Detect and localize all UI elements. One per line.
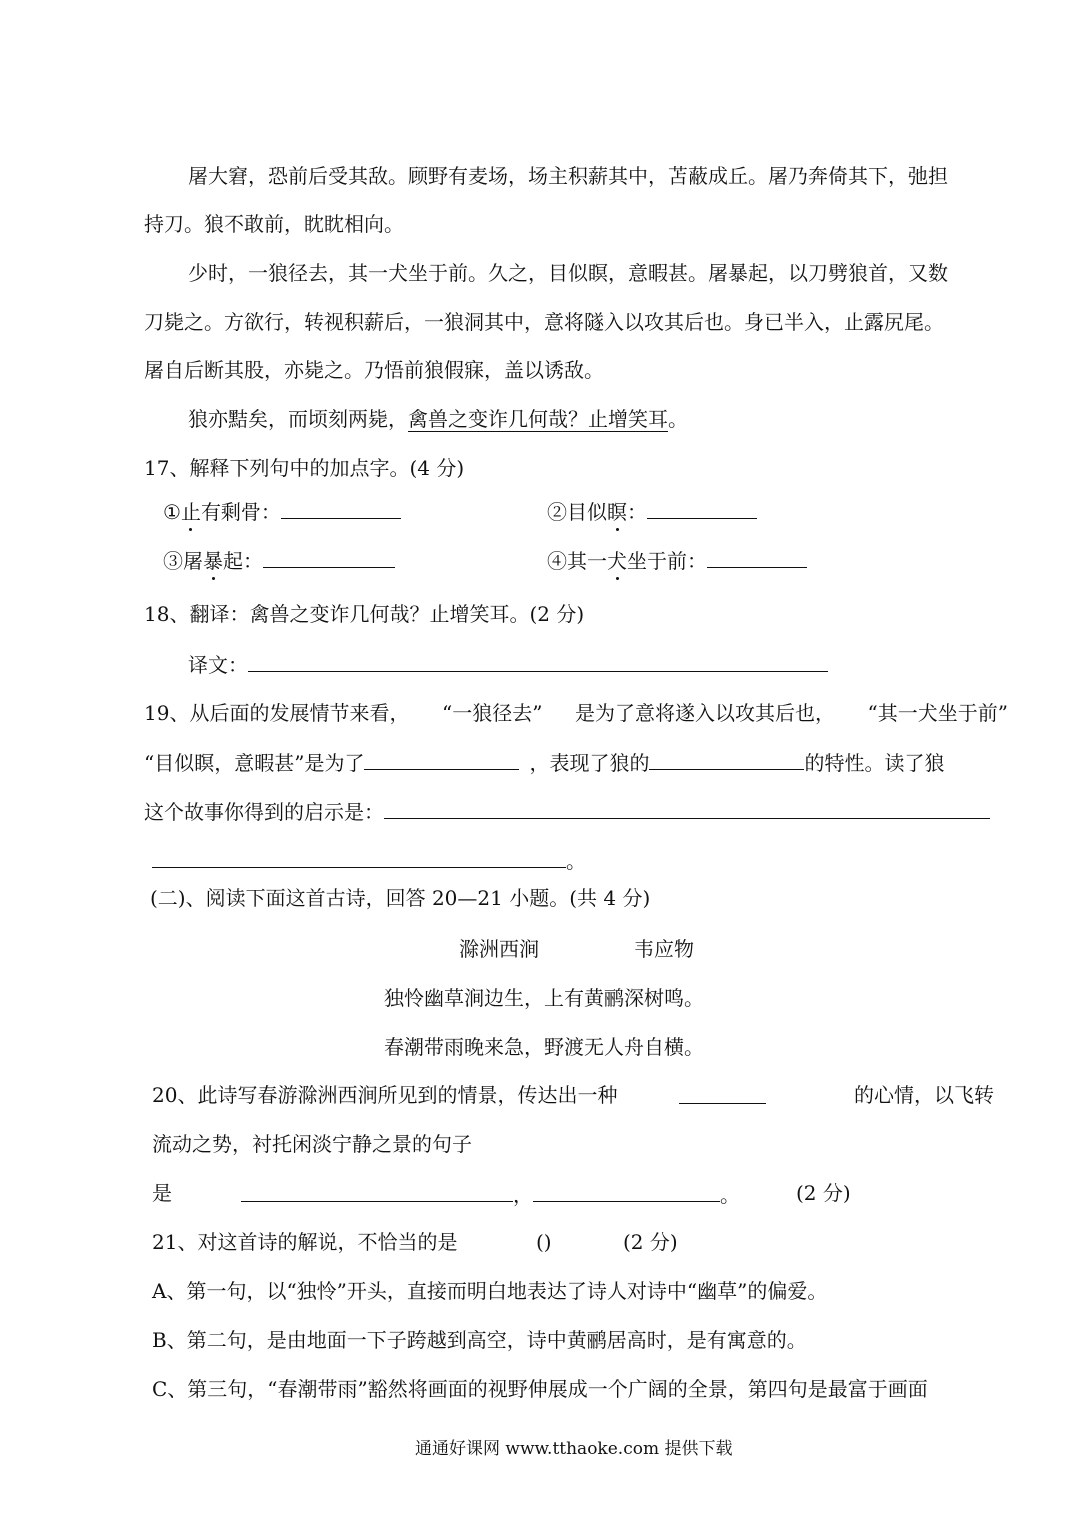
- q17-item-2-answer-blank[interactable]: [647, 497, 757, 519]
- q20-blank-mood-wrap: [679, 1082, 766, 1110]
- q21-answer-paren[interactable]: (): [536, 1230, 552, 1254]
- q19-line4: [152, 846, 586, 874]
- passage-p3: [188, 406, 688, 432]
- poem-line2: 春潮带雨晚来急，野渡无人舟自横。: [384, 1035, 704, 1059]
- passage-p1-line1: 屠大窘，恐前后受其敌。顾野有麦场，场主积薪其中，苫蔽成丘。屠乃奔倚其下，弛担: [188, 164, 948, 188]
- passage-p3-suffix: 。: [668, 407, 688, 431]
- q17-item-4-pre: 其一: [567, 549, 607, 573]
- q21-score: (2 分): [623, 1230, 678, 1254]
- q19-blank-insight-1[interactable]: [384, 797, 990, 819]
- q17-item-3-num: ③: [163, 549, 183, 573]
- q18-answer-blank[interactable]: [248, 650, 828, 672]
- q18-answer-label: 译文：: [188, 653, 248, 677]
- q17-item-4-post: 坐于前：: [627, 549, 707, 573]
- q20-line1-b: 的心情，以飞转: [854, 1083, 994, 1107]
- q17-item-4-dotted-char: 犬: [607, 549, 627, 573]
- q17-item-2-dotted-char: 瞑: [607, 500, 627, 524]
- page-footer: 通通好课网 www.tthaoke.com 提供下载: [415, 1439, 733, 1459]
- poem-title: 滁洲西涧: [459, 937, 539, 961]
- q17-item-2: [547, 497, 757, 525]
- q21-option-c: C、第三句，“春潮带雨”豁然将画面的视野伸展成一个广阔的全景，第四句是最富于画面: [152, 1377, 928, 1401]
- q17-item-3-post: 起：: [223, 549, 263, 573]
- q21-option-b: B、第二句，是由地面一下子跨越到高空，诗中黄鹂居高时，是有寓意的。: [152, 1328, 807, 1352]
- q20-score: (2 分): [796, 1181, 851, 1205]
- q19-blank-insight-2[interactable]: [152, 846, 566, 868]
- q17-item-2-post: ：: [627, 500, 647, 524]
- passage-p3-prefix: 狼亦黠矣，而顷刻两毙，: [188, 407, 408, 431]
- q17-item-4: [547, 546, 807, 574]
- q17-item-3-dotted-char: 暴: [203, 549, 223, 573]
- q17-item-3: [163, 546, 395, 574]
- q20-line3-comma: ，: [513, 1183, 533, 1207]
- q20-blank-line-1[interactable]: [241, 1180, 513, 1202]
- q19-line1-part-2: “一狼径去”: [442, 701, 543, 725]
- q19-line2-text-a: “目似瞑，意暇甚”是为了: [144, 751, 365, 775]
- q17-item-3-pre: 屠: [183, 549, 203, 573]
- q20-blank-line-2[interactable]: [533, 1180, 720, 1202]
- q19-line3: [144, 797, 990, 825]
- q19-line2-text-b: ，表现了狼的: [529, 751, 650, 775]
- q17-item-1-answer-blank[interactable]: [281, 497, 401, 519]
- q19-line2-text-c: 的特性。读了狼: [804, 751, 945, 775]
- passage-p2-line3: 屠自后断其股，亦毙之。乃悟前狼假寐，盖以诱敌。: [144, 358, 604, 382]
- q19-line1-part-4: “其一犬坐于前”: [867, 701, 1008, 725]
- q19-line2: [144, 748, 944, 776]
- q17-item-1: [163, 497, 401, 525]
- q19-line1: [144, 700, 1008, 726]
- q19-line3-text: 这个故事你得到的启示是：: [144, 800, 384, 824]
- q19-line1-part-3: 是为了意将遂入以攻其后也，: [575, 701, 835, 725]
- q20-line3-period: 。: [720, 1183, 740, 1207]
- q17-item-1-dotted-char: 止: [180, 500, 201, 524]
- q19-blank-purpose[interactable]: [364, 748, 519, 770]
- section2-heading: (二)、阅读下面这首古诗，回答 20—21 小题。(共 4 分): [150, 886, 651, 910]
- q19-blank-trait[interactable]: [649, 748, 804, 770]
- q17-stem: 17、解释下列句中的加点字。(4 分): [144, 456, 465, 480]
- q21-stem: 21、对这首诗的解说，不恰当的是: [152, 1230, 458, 1254]
- q17-item-4-answer-blank[interactable]: [707, 546, 807, 568]
- passage-p2-line2: 刀毙之。方欲行，转视积薪后，一狼洞其中，意将隧入以攻其后也。身已半入，止露尻尾。: [144, 310, 944, 334]
- q17-item-1-num: ①: [163, 500, 181, 524]
- q21-option-a: A、第一句，以“独怜”开头，直接而明白地表达了诗人对诗中“幽草”的偏爱。: [152, 1279, 828, 1303]
- q17-item-1-post: 有剩骨：: [200, 500, 281, 524]
- poem-line1: 独怜幽草涧边生，上有黄鹂深树鸣。: [384, 986, 704, 1010]
- q19-line1-part-1: 19、从后面的发展情节来看，: [144, 701, 410, 725]
- q18-stem: 18、翻译：禽兽之变诈几何哉？止增笑耳。(2 分): [144, 602, 585, 626]
- q17-item-3-answer-blank[interactable]: [263, 546, 395, 568]
- q17-item-2-pre: 目似: [567, 500, 607, 524]
- q20-blank-mood[interactable]: [679, 1082, 766, 1104]
- q20-line1-a: 20、此诗写春游滁洲西涧所见到的情景，传达出一种: [152, 1083, 618, 1107]
- poem-author: 韦应物: [634, 937, 694, 961]
- q17-item-4-num: ④: [547, 549, 567, 573]
- q20-line3-a: 是: [152, 1181, 172, 1205]
- q17-item-2-num: ②: [547, 500, 567, 524]
- q20-line2: 流动之势，衬托闲淡宁静之景的句子: [152, 1132, 472, 1156]
- q18-answer: [188, 650, 828, 678]
- passage-p2-line1: 少时，一狼径去，其一犬坐于前。久之，目似瞑，意暇甚。屠暴起，以刀劈狼首，又数: [188, 261, 948, 285]
- passage-p1-line2: 持刀。狼不敢前，眈眈相向。: [144, 212, 404, 236]
- passage-p3-underlined: 禽兽之变诈几何哉？止增笑耳: [408, 407, 668, 431]
- q19-line4-period: 。: [566, 849, 586, 873]
- q20-line3-blanks: [241, 1180, 740, 1208]
